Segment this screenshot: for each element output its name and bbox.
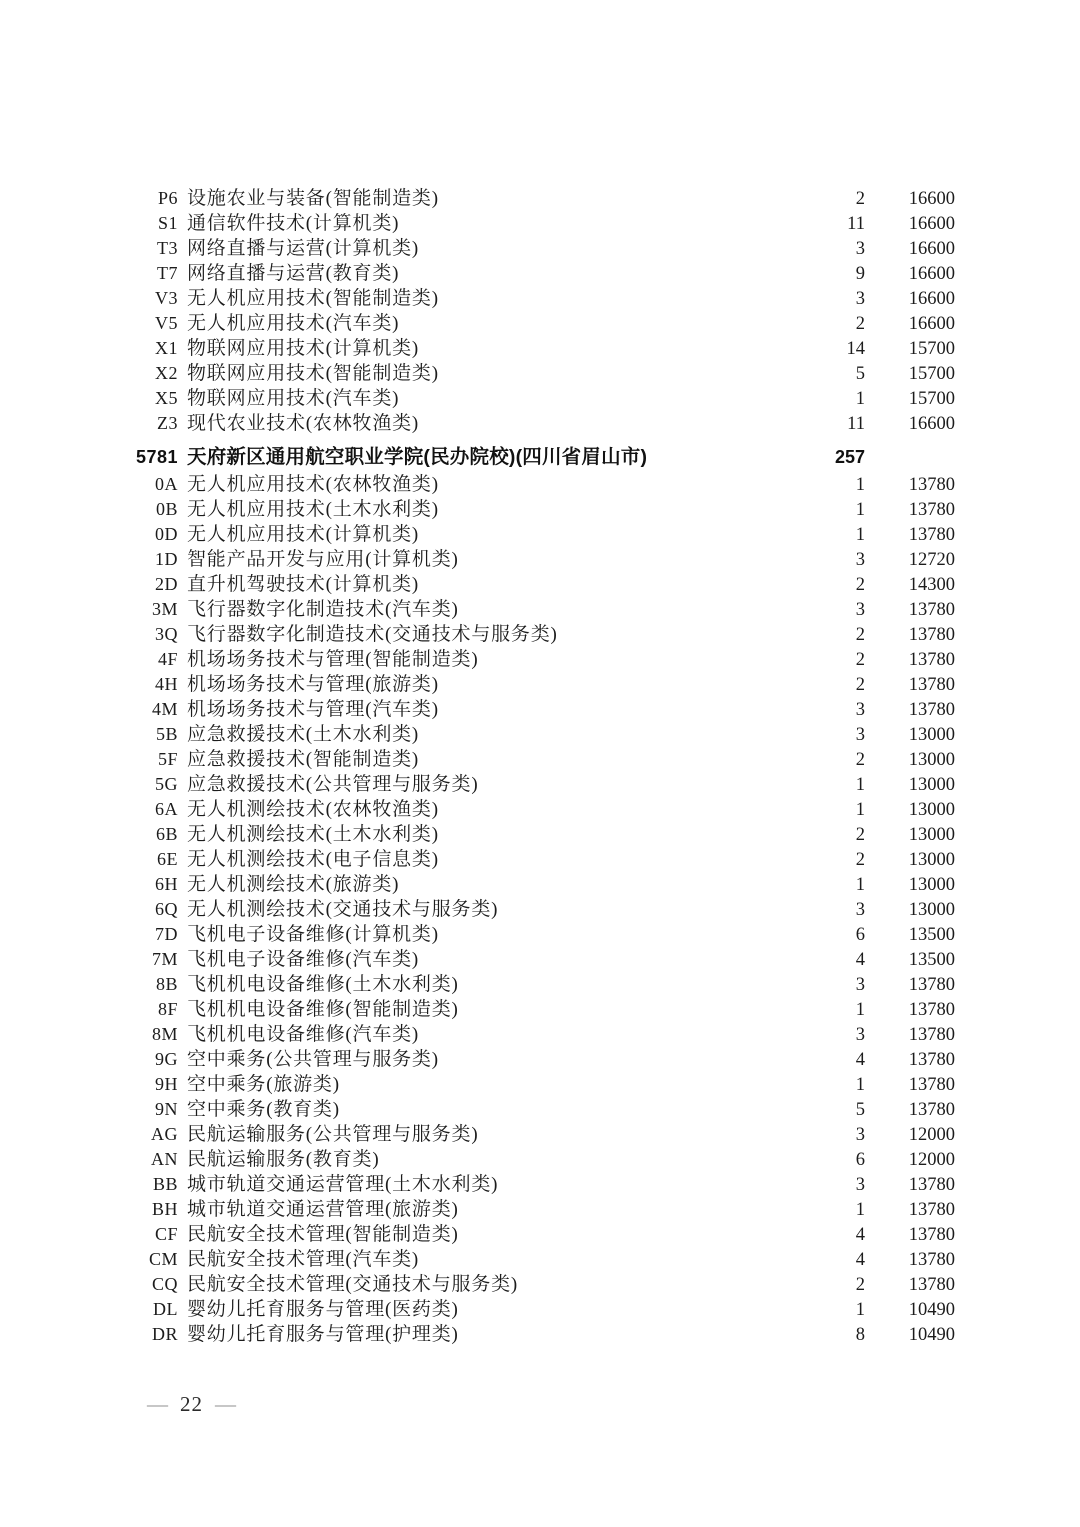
program-code: 0D <box>155 524 178 544</box>
program-name: 飞机机电设备维修(土木水利类) <box>187 974 459 995</box>
plan-count: 6 <box>855 1150 865 1170</box>
program-name: 直升机驾驶技术(计算机类) <box>187 574 420 595</box>
program-code: 0B <box>155 499 178 519</box>
program-code: T3 <box>157 238 178 258</box>
program-name: 网络直播与运营(计算机类) <box>187 238 420 259</box>
program-name: 无人机测绘技术(电子信息类) <box>187 849 439 870</box>
tuition-fee: 16600 <box>908 189 955 209</box>
program-row <box>0 672 1080 697</box>
plan-count: 1 <box>855 475 865 495</box>
tuition-fee: 16600 <box>908 264 955 284</box>
plan-count: 3 <box>855 900 865 920</box>
program-code: X1 <box>155 338 178 358</box>
plan-count: 2 <box>855 825 865 845</box>
tuition-fee: 13000 <box>908 850 955 870</box>
program-row <box>0 286 1080 311</box>
program-name: 物联网应用技术(智能制造类) <box>187 363 439 384</box>
program-code: AG <box>151 1124 178 1144</box>
plan-count: 3 <box>855 1125 865 1145</box>
program-name: 无人机应用技术(农林牧渔类) <box>187 474 439 495</box>
program-row <box>0 386 1080 411</box>
program-name: 空中乘务(旅游类) <box>187 1074 340 1095</box>
plan-count: 2 <box>855 675 865 695</box>
plan-count: 1 <box>855 1200 865 1220</box>
program-row <box>0 772 1080 797</box>
program-code: 7M <box>151 949 178 969</box>
program-row <box>0 1272 1080 1297</box>
plan-count: 4 <box>855 1050 865 1070</box>
plan-count: 4 <box>855 1225 865 1245</box>
program-code: 6H <box>155 874 178 894</box>
program-name: 通信软件技术(计算机类) <box>187 213 400 234</box>
program-name: 应急救援技术(智能制造类) <box>187 749 420 770</box>
tuition-fee: 13500 <box>908 925 955 945</box>
program-code: 5G <box>155 774 178 794</box>
program-code: 8B <box>155 974 178 994</box>
program-code: 9G <box>155 1049 178 1069</box>
program-row <box>0 1322 1080 1347</box>
program-row <box>0 622 1080 647</box>
plan-count: 3 <box>855 289 865 309</box>
program-name: 无人机测绘技术(农林牧渔类) <box>187 799 439 820</box>
plan-count: 5 <box>855 364 865 384</box>
program-code: 3Q <box>155 624 178 644</box>
tuition-fee: 12000 <box>908 1150 955 1170</box>
program-name: 飞行器数字化制造技术(汽车类) <box>187 599 459 620</box>
admission-plan-table <box>0 186 1080 1347</box>
tuition-fee: 16600 <box>908 414 955 434</box>
program-code: 4H <box>155 674 178 694</box>
plan-count: 2 <box>855 750 865 770</box>
program-code: 6B <box>155 824 178 844</box>
program-code: BH <box>151 1199 178 1219</box>
program-row <box>0 972 1080 997</box>
tuition-fee: 13000 <box>908 800 955 820</box>
program-code: 2D <box>155 574 178 594</box>
program-code: 1D <box>155 549 178 569</box>
program-row <box>0 522 1080 547</box>
plan-count: 2 <box>855 314 865 334</box>
program-name: 民航安全技术管理(智能制造类) <box>187 1224 459 1245</box>
tuition-fee: 12720 <box>908 550 955 570</box>
program-name: 民航运输服务(教育类) <box>187 1149 380 1170</box>
program-name: 机场场务技术与管理(汽车类) <box>187 699 439 720</box>
page-footer <box>147 1392 236 1417</box>
program-code: X5 <box>155 388 178 408</box>
program-row <box>0 236 1080 261</box>
program-row <box>0 1072 1080 1097</box>
tuition-fee: 13780 <box>908 675 955 695</box>
plan-count: 3 <box>855 239 865 259</box>
plan-count: 2 <box>855 850 865 870</box>
tuition-fee: 13780 <box>908 1275 955 1295</box>
program-name: 物联网应用技术(汽车类) <box>187 388 400 409</box>
plan-count: 1 <box>855 525 865 545</box>
program-row <box>0 747 1080 772</box>
program-code: 9N <box>155 1099 178 1119</box>
program-name: 网络直播与运营(教育类) <box>187 263 400 284</box>
tuition-fee: 10490 <box>908 1300 955 1320</box>
tuition-fee: 13780 <box>908 625 955 645</box>
program-name: 无人机测绘技术(旅游类) <box>187 874 400 895</box>
tuition-fee: 12000 <box>908 1125 955 1145</box>
plan-count: 5 <box>855 1100 865 1120</box>
tuition-fee: 13780 <box>908 475 955 495</box>
footer-dash-right: — <box>215 1392 236 1416</box>
program-name: 飞行器数字化制造技术(交通技术与服务类) <box>187 624 558 645</box>
footer-dash-left: — <box>147 1392 168 1416</box>
program-name: 智能产品开发与应用(计算机类) <box>187 549 459 570</box>
program-name: 应急救援技术(公共管理与服务类) <box>187 774 479 795</box>
plan-count: 1 <box>855 800 865 820</box>
program-name: 飞机机电设备维修(汽车类) <box>187 1024 420 1045</box>
plan-count: 3 <box>855 700 865 720</box>
program-row <box>0 1172 1080 1197</box>
tuition-fee: 16600 <box>908 289 955 309</box>
tuition-fee: 15700 <box>908 389 955 409</box>
program-code: X2 <box>155 363 178 383</box>
program-name: 婴幼儿托育服务与管理(医药类) <box>187 1299 459 1320</box>
plan-count: 3 <box>855 1175 865 1195</box>
program-row <box>0 311 1080 336</box>
program-name: 民航安全技术管理(汽车类) <box>187 1249 420 1270</box>
tuition-fee: 16600 <box>908 314 955 334</box>
tuition-fee: 16600 <box>908 239 955 259</box>
program-name: 婴幼儿托育服务与管理(护理类) <box>187 1324 459 1345</box>
program-row <box>0 1147 1080 1172</box>
program-code: V3 <box>155 288 178 308</box>
program-name: 无人机应用技术(计算机类) <box>187 524 420 545</box>
program-name: 飞机机电设备维修(智能制造类) <box>187 999 459 1020</box>
plan-count: 8 <box>855 1325 865 1345</box>
plan-count: 4 <box>855 1250 865 1270</box>
program-name: 无人机应用技术(汽车类) <box>187 313 400 334</box>
tuition-fee: 16600 <box>908 214 955 234</box>
tuition-fee: 13000 <box>908 775 955 795</box>
program-name: 飞机电子设备维修(汽车类) <box>187 949 420 970</box>
tuition-fee: 14300 <box>908 575 955 595</box>
plan-count: 11 <box>847 214 865 234</box>
plan-count: 3 <box>855 600 865 620</box>
program-code: 4F <box>157 649 178 669</box>
program-code: 0A <box>155 474 178 494</box>
program-row <box>0 1197 1080 1222</box>
program-row <box>0 722 1080 747</box>
program-code: DR <box>151 1324 178 1344</box>
program-row <box>0 797 1080 822</box>
tuition-fee: 13780 <box>908 1075 955 1095</box>
plan-count: 1 <box>855 1300 865 1320</box>
program-code: S1 <box>157 213 178 233</box>
plan-count: 3 <box>855 550 865 570</box>
program-row <box>0 872 1080 897</box>
tuition-fee: 13780 <box>908 975 955 995</box>
program-code: 6A <box>155 799 178 819</box>
tuition-fee: 13780 <box>908 650 955 670</box>
program-name: 飞机电子设备维修(计算机类) <box>187 924 439 945</box>
program-row <box>0 186 1080 211</box>
program-code: BB <box>152 1174 178 1194</box>
program-row <box>0 897 1080 922</box>
program-row <box>0 1122 1080 1147</box>
plan-count: 4 <box>855 950 865 970</box>
program-row <box>0 361 1080 386</box>
tuition-fee: 13780 <box>908 1200 955 1220</box>
program-code: DL <box>153 1299 178 1319</box>
program-row <box>0 822 1080 847</box>
program-row <box>0 697 1080 722</box>
plan-count: 3 <box>855 725 865 745</box>
program-name: 无人机应用技术(土木水利类) <box>187 499 439 520</box>
program-code: 9H <box>155 1074 178 1094</box>
program-row <box>0 922 1080 947</box>
program-row <box>0 1047 1080 1072</box>
program-code: 5B <box>155 724 178 744</box>
plan-count: 3 <box>855 975 865 995</box>
program-row <box>0 411 1080 436</box>
program-row <box>0 472 1080 497</box>
plan-count: 11 <box>847 414 865 434</box>
plan-count: 9 <box>855 264 865 284</box>
program-code: 8M <box>151 1024 178 1044</box>
program-code: CQ <box>151 1274 178 1294</box>
program-row <box>0 847 1080 872</box>
plan-count: 1 <box>855 389 865 409</box>
tuition-fee: 15700 <box>908 364 955 384</box>
program-name: 无人机测绘技术(交通技术与服务类) <box>187 899 499 920</box>
program-code: 6Q <box>155 899 178 919</box>
program-name: 民航安全技术管理(交通技术与服务类) <box>187 1274 519 1295</box>
tuition-fee: 10490 <box>908 1325 955 1345</box>
program-code: V5 <box>155 313 178 333</box>
tuition-fee: 13000 <box>908 875 955 895</box>
plan-count: 1 <box>855 1075 865 1095</box>
program-row <box>0 1247 1080 1272</box>
tuition-fee: 13780 <box>908 525 955 545</box>
program-name: 物联网应用技术(计算机类) <box>187 338 420 359</box>
program-code: CF <box>154 1224 178 1244</box>
program-row <box>0 497 1080 522</box>
program-code: 7D <box>155 924 178 944</box>
program-name: 无人机测绘技术(土木水利类) <box>187 824 439 845</box>
program-row <box>0 1222 1080 1247</box>
program-code: 5F <box>157 749 178 769</box>
tuition-fee: 13000 <box>908 725 955 745</box>
program-code: P6 <box>157 188 178 208</box>
plan-count: 2 <box>855 575 865 595</box>
program-name: 应急救援技术(土木水利类) <box>187 724 420 745</box>
tuition-fee: 13500 <box>908 950 955 970</box>
tuition-fee: 13780 <box>908 1100 955 1120</box>
institution-total-count: 257 <box>834 447 865 467</box>
tuition-fee: 13780 <box>908 1175 955 1195</box>
program-name: 设施农业与装备(智能制造类) <box>187 188 439 209</box>
program-code: 4M <box>151 699 178 719</box>
tuition-fee: 13780 <box>908 1225 955 1245</box>
tuition-fee: 13780 <box>908 500 955 520</box>
tuition-fee: 13000 <box>908 825 955 845</box>
program-row <box>0 1297 1080 1322</box>
plan-count: 6 <box>855 925 865 945</box>
program-row <box>0 572 1080 597</box>
program-code: Z3 <box>157 413 178 433</box>
tuition-fee: 15700 <box>908 339 955 359</box>
program-code: T7 <box>157 263 178 283</box>
program-code: AN <box>151 1149 178 1169</box>
program-name: 城市轨道交通运营管理(土木水利类) <box>187 1174 499 1195</box>
program-row <box>0 1022 1080 1047</box>
plan-count: 1 <box>855 500 865 520</box>
program-row <box>0 211 1080 236</box>
institution-header-row <box>0 445 1080 470</box>
tuition-fee: 13780 <box>908 1000 955 1020</box>
plan-count: 3 <box>855 1025 865 1045</box>
program-name: 空中乘务(公共管理与服务类) <box>187 1049 439 1070</box>
program-code: 3M <box>151 599 178 619</box>
plan-count: 1 <box>855 1000 865 1020</box>
tuition-fee: 13780 <box>908 700 955 720</box>
program-name: 现代农业技术(农林牧渔类) <box>187 413 420 434</box>
plan-count: 1 <box>855 775 865 795</box>
plan-count: 2 <box>855 189 865 209</box>
program-row <box>0 947 1080 972</box>
program-name: 空中乘务(教育类) <box>187 1099 340 1120</box>
program-name: 民航运输服务(公共管理与服务类) <box>187 1124 479 1145</box>
plan-count: 2 <box>855 625 865 645</box>
plan-count: 14 <box>846 339 865 359</box>
program-row <box>0 547 1080 572</box>
tuition-fee: 13780 <box>908 1025 955 1045</box>
institution-name: 天府新区通用航空职业学院(民办院校)(四川省眉山市) <box>187 446 648 468</box>
tuition-fee: 13780 <box>908 1050 955 1070</box>
tuition-fee: 13780 <box>908 600 955 620</box>
program-name: 机场场务技术与管理(智能制造类) <box>187 649 479 670</box>
program-code: 6E <box>157 849 178 869</box>
program-code: 8F <box>157 999 178 1019</box>
program-code: CM <box>148 1249 178 1269</box>
tuition-fee: 13000 <box>908 900 955 920</box>
program-name: 机场场务技术与管理(旅游类) <box>187 674 439 695</box>
plan-count: 1 <box>855 875 865 895</box>
program-row <box>0 647 1080 672</box>
program-row <box>0 336 1080 361</box>
program-name: 无人机应用技术(智能制造类) <box>187 288 439 309</box>
tuition-fee: 13000 <box>908 750 955 770</box>
institution-code: 5781 <box>135 447 178 467</box>
program-row <box>0 597 1080 622</box>
page-number: 22 <box>180 1392 203 1416</box>
program-name: 城市轨道交通运营管理(旅游类) <box>187 1199 459 1220</box>
program-row <box>0 997 1080 1022</box>
plan-count: 2 <box>855 650 865 670</box>
program-row <box>0 261 1080 286</box>
tuition-fee: 13780 <box>908 1250 955 1270</box>
program-row <box>0 1097 1080 1122</box>
plan-count: 2 <box>855 1275 865 1295</box>
